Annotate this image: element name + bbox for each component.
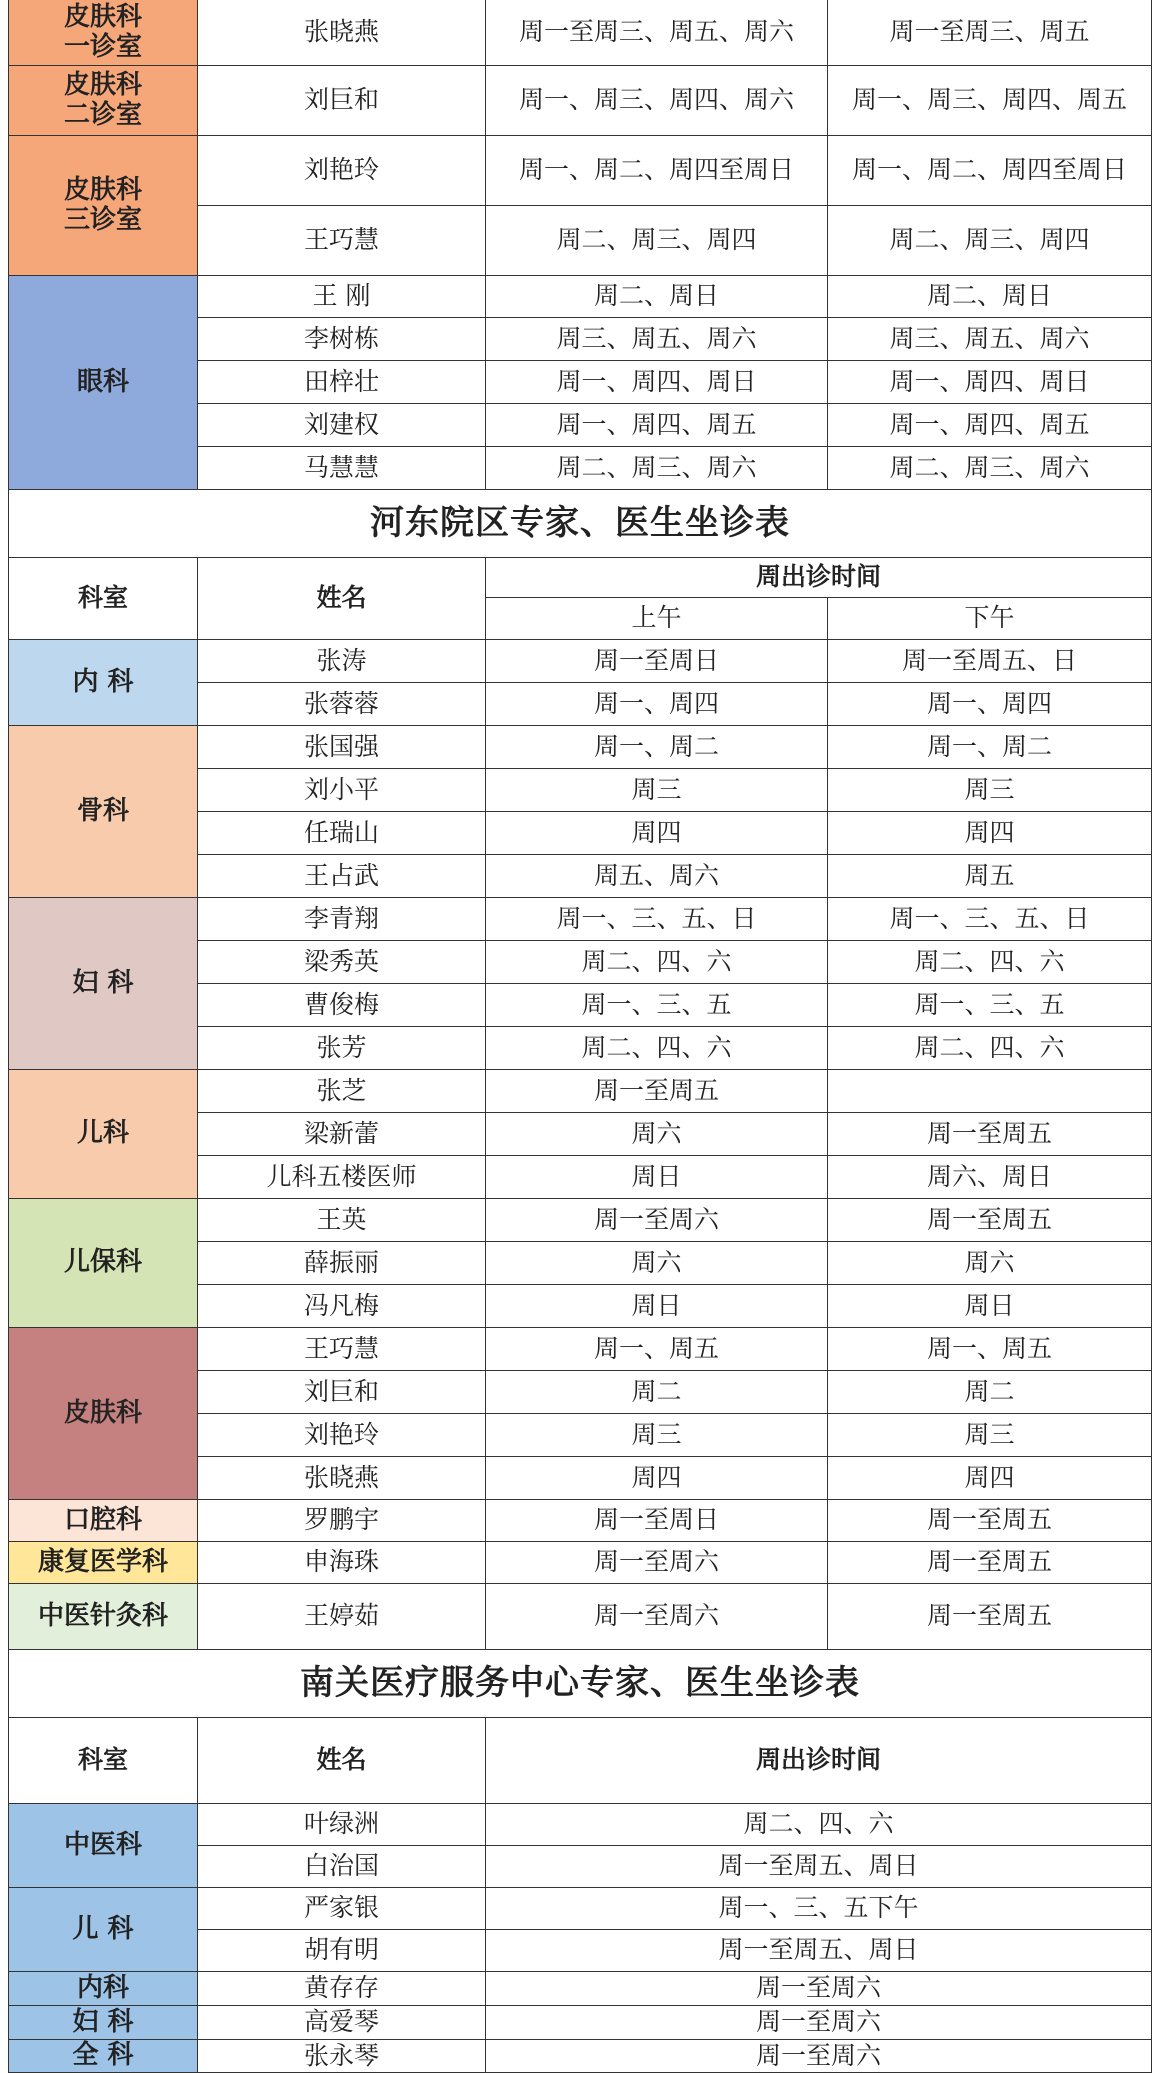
doctor-name: 严家银 (198, 1888, 486, 1930)
doctor-name: 田梓壮 (198, 361, 486, 404)
weekly-schedule: 周一至周五、周日 (486, 1846, 1152, 1888)
doctor-name: 薛振丽 (198, 1242, 486, 1285)
dept-cell: 皮肤科 (8, 1328, 198, 1500)
am-schedule: 周一至周五 (486, 1070, 828, 1113)
pm-schedule: 周一、三、五 (828, 984, 1152, 1027)
doctor-name: 刘艳玲 (198, 136, 486, 206)
am-schedule: 周一至周六 (486, 1584, 828, 1650)
pm-schedule: 周三 (828, 769, 1152, 812)
doctor-name: 王英 (198, 1199, 486, 1242)
am-schedule: 周日 (486, 1156, 828, 1199)
doctor-name: 张晓燕 (198, 1457, 486, 1500)
doctor-name: 张晓燕 (198, 0, 486, 66)
weekly-schedule: 周一至周六 (486, 1972, 1152, 2006)
am-schedule: 周一至周日 (486, 640, 828, 683)
pm-schedule: 周三、周五、周六 (828, 318, 1152, 361)
am-schedule: 周一至周三、周五、周六 (486, 0, 828, 66)
weekly-schedule: 周一至周五、周日 (486, 1930, 1152, 1972)
doctor-name: 申海珠 (198, 1542, 486, 1584)
dept-cell: 骨科 (8, 726, 198, 898)
weekly-schedule: 周一、三、五下午 (486, 1888, 1152, 1930)
am-schedule: 周一、周二、周四至周日 (486, 136, 828, 206)
pm-schedule: 周二、周三、周六 (828, 447, 1152, 490)
am-schedule: 周二、周日 (486, 276, 828, 318)
pm-schedule: 周日 (828, 1285, 1152, 1328)
doctor-name: 王婷茹 (198, 1584, 486, 1650)
pm-schedule: 周六 (828, 1242, 1152, 1285)
pm-schedule: 周一、周二 (828, 726, 1152, 769)
doctor-name: 王巧慧 (198, 206, 486, 276)
doctor-name: 曹俊梅 (198, 984, 486, 1027)
am-schedule: 周二、周三、周四 (486, 206, 828, 276)
pm-schedule: 周一至周三、周五 (828, 0, 1152, 66)
am-schedule: 周一、周五 (486, 1328, 828, 1371)
am-schedule: 周六 (486, 1113, 828, 1156)
dept-cell: 妇 科 (8, 2006, 198, 2040)
pm-schedule: 周四 (828, 812, 1152, 855)
am-schedule: 周五、周六 (486, 855, 828, 898)
doctor-name: 王占武 (198, 855, 486, 898)
dept-cell: 中医针灸科 (8, 1584, 198, 1650)
header-dept: 科室 (8, 1718, 198, 1804)
doctor-name: 刘小平 (198, 769, 486, 812)
doctor-name: 张涛 (198, 640, 486, 683)
pm-schedule: 周二、周三、周四 (828, 206, 1152, 276)
schedule-sheet (8, 0, 1152, 2073)
pm-schedule: 周二、四、六 (828, 1027, 1152, 1070)
am-schedule: 周一、周三、周四、周六 (486, 66, 828, 136)
dept-cell: 皮肤科 一诊室 (8, 0, 198, 66)
dept-cell: 妇 科 (8, 898, 198, 1070)
am-schedule: 周三、周五、周六 (486, 318, 828, 361)
dept-cell: 内 科 (8, 640, 198, 726)
doctor-name: 王巧慧 (198, 1328, 486, 1371)
dept-cell: 皮肤科 三诊室 (8, 136, 198, 276)
am-schedule: 周一至周六 (486, 1542, 828, 1584)
dept-cell: 眼科 (8, 276, 198, 490)
dept-cell: 儿科 (8, 1070, 198, 1199)
am-schedule: 周二、四、六 (486, 1027, 828, 1070)
doctor-name: 任瑞山 (198, 812, 486, 855)
dept-cell: 儿保科 (8, 1199, 198, 1328)
weekly-schedule: 周二、四、六 (486, 1804, 1152, 1846)
pm-schedule: 周四 (828, 1457, 1152, 1500)
doctor-name: 马慧慧 (198, 447, 486, 490)
pm-schedule: 周二 (828, 1371, 1152, 1414)
header-pm: 下午 (828, 598, 1152, 640)
doctor-name: 张芝 (198, 1070, 486, 1113)
pm-schedule: 周二、四、六 (828, 941, 1152, 984)
pm-schedule: 周一、三、五、日 (828, 898, 1152, 941)
pm-schedule: 周三 (828, 1414, 1152, 1457)
pm-schedule: 周一、周四 (828, 683, 1152, 726)
doctor-name: 冯凡梅 (198, 1285, 486, 1328)
doctor-name: 儿科五楼医师 (198, 1156, 486, 1199)
doctor-name: 罗鹏宇 (198, 1500, 486, 1542)
weekly-schedule: 周一至周六 (486, 2006, 1152, 2040)
pm-schedule: 周一至周五 (828, 1113, 1152, 1156)
am-schedule: 周日 (486, 1285, 828, 1328)
doctor-name: 张永琴 (198, 2040, 486, 2073)
header-time: 周出诊时间 (486, 1718, 1152, 1804)
header-am: 上午 (486, 598, 828, 640)
doctor-name: 刘巨和 (198, 1371, 486, 1414)
am-schedule: 周一、周四 (486, 683, 828, 726)
doctor-name: 高爱琴 (198, 2006, 486, 2040)
header-dept: 科室 (8, 558, 198, 640)
doctor-name: 叶绿洲 (198, 1804, 486, 1846)
am-schedule: 周一、三、五、日 (486, 898, 828, 941)
pm-schedule: 周一、周三、周四、周五 (828, 66, 1152, 136)
pm-schedule: 周二、周日 (828, 276, 1152, 318)
pm-schedule: 周一、周二、周四至周日 (828, 136, 1152, 206)
header-time: 周出诊时间 (486, 558, 1152, 598)
pm-schedule: 周一、周四、周日 (828, 361, 1152, 404)
doctor-name: 张芳 (198, 1027, 486, 1070)
pm-schedule: 周一至周五 (828, 1500, 1152, 1542)
pm-schedule: 周一至周五 (828, 1584, 1152, 1650)
am-schedule: 周六 (486, 1242, 828, 1285)
doctor-name: 李树栋 (198, 318, 486, 361)
am-schedule: 周四 (486, 1457, 828, 1500)
dept-cell: 全 科 (8, 2040, 198, 2073)
doctor-name: 张蓉蓉 (198, 683, 486, 726)
dept-cell: 口腔科 (8, 1500, 198, 1542)
pm-schedule (828, 1070, 1152, 1113)
header-name: 姓名 (198, 1718, 486, 1804)
section-title: 南关医疗服务中心专家、医生坐诊表 (8, 1650, 1152, 1718)
pm-schedule: 周一至周五 (828, 1542, 1152, 1584)
dept-cell: 皮肤科 二诊室 (8, 66, 198, 136)
dept-cell: 中医科 (8, 1804, 198, 1888)
am-schedule: 周一、周二 (486, 726, 828, 769)
pm-schedule: 周一至周五 (828, 1199, 1152, 1242)
am-schedule: 周二、周三、周六 (486, 447, 828, 490)
header-name: 姓名 (198, 558, 486, 640)
am-schedule: 周一、周四、周五 (486, 404, 828, 447)
section-title: 河东院区专家、医生坐诊表 (8, 490, 1152, 558)
doctor-name: 李青翔 (198, 898, 486, 941)
doctor-name: 梁秀英 (198, 941, 486, 984)
dept-cell: 康复医学科 (8, 1542, 198, 1584)
am-schedule: 周一至周六 (486, 1199, 828, 1242)
doctor-name: 张国强 (198, 726, 486, 769)
pm-schedule: 周一至周五、日 (828, 640, 1152, 683)
am-schedule: 周三 (486, 769, 828, 812)
am-schedule: 周二 (486, 1371, 828, 1414)
am-schedule: 周一、三、五 (486, 984, 828, 1027)
am-schedule: 周三 (486, 1414, 828, 1457)
doctor-name: 刘艳玲 (198, 1414, 486, 1457)
am-schedule: 周一、周四、周日 (486, 361, 828, 404)
dept-cell: 内科 (8, 1972, 198, 2006)
doctor-name: 刘建权 (198, 404, 486, 447)
pm-schedule: 周五 (828, 855, 1152, 898)
am-schedule: 周一至周日 (486, 1500, 828, 1542)
pm-schedule: 周一、周四、周五 (828, 404, 1152, 447)
pm-schedule: 周一、周五 (828, 1328, 1152, 1371)
doctor-name: 黄存存 (198, 1972, 486, 2006)
doctor-name: 王 刚 (198, 276, 486, 318)
dept-cell: 儿 科 (8, 1888, 198, 1972)
doctor-name: 白治国 (198, 1846, 486, 1888)
doctor-name: 胡有明 (198, 1930, 486, 1972)
weekly-schedule: 周一至周六 (486, 2040, 1152, 2073)
am-schedule: 周二、四、六 (486, 941, 828, 984)
pm-schedule: 周六、周日 (828, 1156, 1152, 1199)
doctor-name: 刘巨和 (198, 66, 486, 136)
doctor-name: 梁新蕾 (198, 1113, 486, 1156)
am-schedule: 周四 (486, 812, 828, 855)
